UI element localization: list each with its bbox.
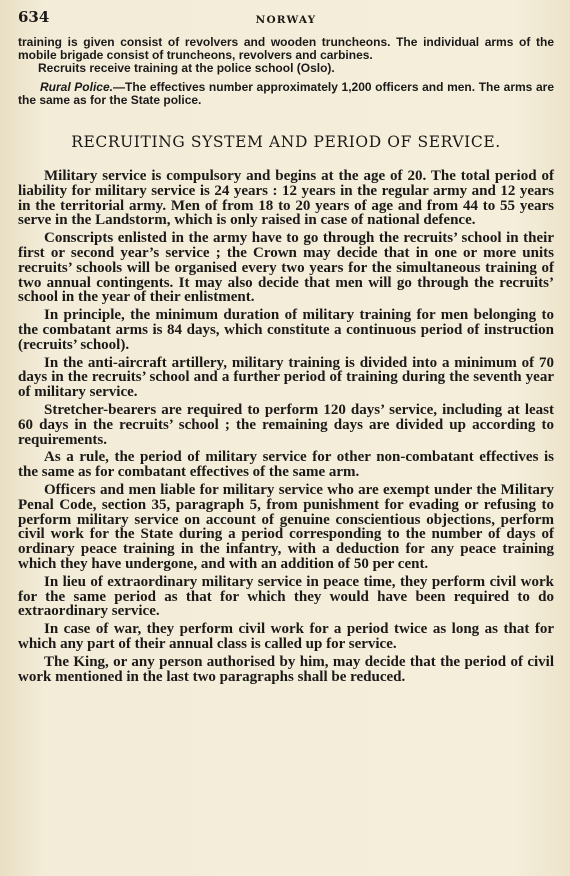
paragraph: Officers and men liable for military service who are exempt under the Military Penal Code, section 35, paragraph 5, from punishment for evading or refusing to perform military service on account of genuine conscientious objections, perform civil work for the State during a period corresponding to the number of days of ordinary peace training in the infantry, with a deduction for any peace training which they have undergone, and with an addition of 50 per cent. <box>18 481 554 572</box>
paragraph: In principle, the minimum duration of military training for men belonging to the combatant arms is 84 days, which constitute a continuous period of instruction (recruits’ school). <box>18 307 554 353</box>
paragraph: In case of war, they perform civil work for a period twice as long as that for which any part of their annual class is called up for service. <box>18 621 554 652</box>
paragraph: The King, or any person authorised by him, may decide that the period of civil work mentioned in the last two paragraphs shall be reduced. <box>18 653 554 685</box>
continued-paragraph <box>18 36 554 75</box>
running-head: NORWAY <box>255 14 317 26</box>
section-title: RECRUITING SYSTEM AND PERIOD OF SERVICE. <box>71 133 501 151</box>
paragraph: In lieu of extraordinary military service in peace time, they perform civil work for the same period as that for which they would have been required to do extraordinary service. <box>18 573 554 620</box>
rural-police-text: —The effectives number approximately 1,200 officers and men. The arms are the same as for the State police. <box>18 80 554 107</box>
rural-police-label: Rural Police. <box>40 80 113 94</box>
section-body <box>18 169 554 684</box>
rural-police-paragraph <box>18 81 554 107</box>
paragraph: As a rule, the period of military service for other non-combatant effectives is the same as for combatant effectives of the same arm. <box>18 449 554 481</box>
police-section <box>18 36 554 107</box>
paragraph: In the anti-aircraft artillery, military training is divided into a minimum of 70 days in the recruits’ school and a further period of training during the seventh year of military service. <box>18 354 554 401</box>
paragraph: Stretcher-bearers are required to perform 120 days’ service, including at least 60 days in the recruits’ school ; the remaining days are divided up according to requirements. <box>18 401 554 448</box>
page-header <box>18 6 554 36</box>
continued-text: training is given consist of revolvers and wooden truncheons. The individual arms of the mobile brigade consist of truncheons, revolvers and carbines. <box>18 35 554 62</box>
paragraph: Conscripts enlisted in the army have to go through the recruits’ school in their first or second year’s service ; the Crown may decide that in one or more units recruits’ schools will be organised every two years for the simultaneous training of two annual contingents. It may also decide that men will go through the recruits’ school in the year of their enlistment. <box>18 230 554 306</box>
recruits-training-text: Recruits receive training at the police school (Oslo). <box>38 61 335 75</box>
page-number: 634 <box>18 8 50 26</box>
paragraph: Military service is compulsory and begins at the age of 20. The total period of liability for military service is 24 years : 12 years in the regular army and 12 years in the territorial army. Men of from 18 to 20 years of age and from 44 to 55 years serve in the Landstorm, which is only raised in case of national defence. <box>18 168 554 229</box>
